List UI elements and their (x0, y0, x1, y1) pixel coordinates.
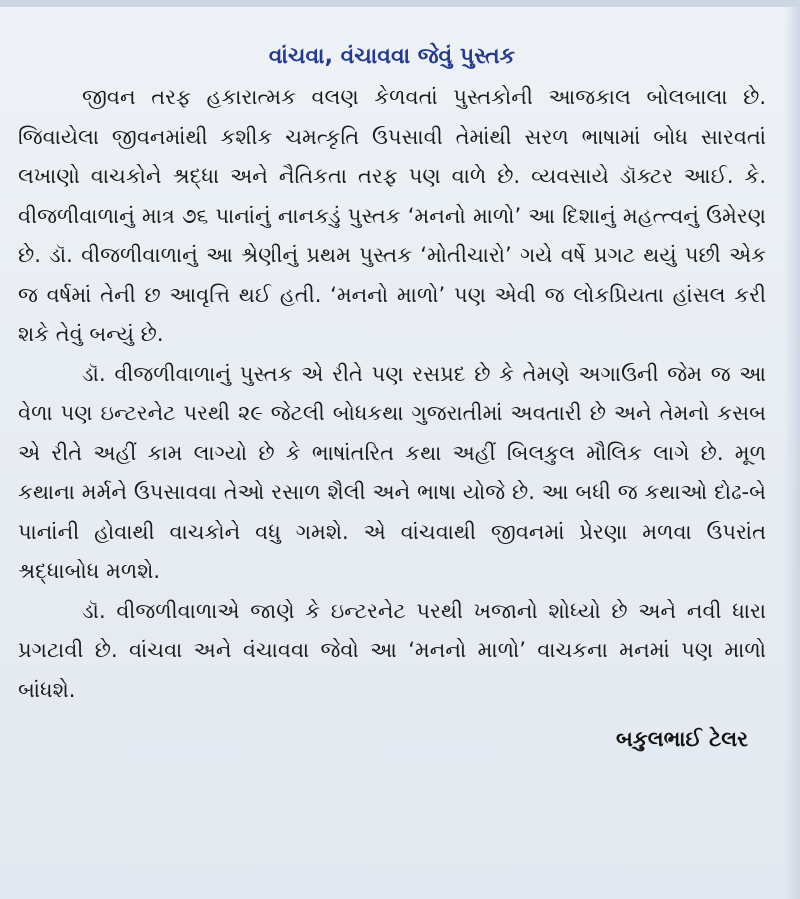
paragraph-1: જીવન તરફ હકારાત્મક વલણ કેળવતાં પુસ્તકોની આજકાલ બોલબાલા છે. જિવાયેલા જીવનમાંથી કશીક ચમત્કૃતિ ઉપસાવી તેમાંથી સરળ ભાષામાં બોધ સારવતાં લખાણો વાચકોને શ્રદ્ધા અને નૈતિકતા તરફ પણ વાળે છે. વ્યવસાયે ડૉક્ટર આઈ. કે. વીજળીવાળાનું માત્ર ૭૬ પાનાંનું નાનકડું પુસ્તક ‘મનનો માળો’ આ દિશાનું મહત્ત્વનું ઉમેરણ છે. ડૉ. વીજળીવાળાનું આ શ્રેણીનું પ્રથમ પુસ્તક ‘મોતીચારો’ ગયે વર્ષે પ્રગટ થયું પછી એક જ વર્ષમાં તેની છ આવૃત્તિ થઈ હતી. ‘મનનો માળો’ પણ એવી જ લોકપ્રિયતા હાંસલ કરી શકે તેવું બન્યું છે. (18, 85, 766, 346)
author-signature: બકુલભાઈ ટેલર (616, 727, 748, 751)
paragraph-3: ડૉ. વીજળીવાળાએ જાણે કે ઇન્ટરનેટ પરથી ખજાનો શોધ્યો છે અને નવી ધારા પ્રગટાવી છે. વાંચવા અને વંચાવવા જેવો આ ‘મનનો માળો’ વાચકના મનમાં પણ માળો બાંધશે. (18, 598, 766, 702)
paper-right-edge (784, 0, 800, 899)
article-title: વાંચવા, વંચાવવા જેવું પુસ્તક (268, 44, 516, 69)
article-body (18, 78, 766, 710)
paragraph-2: ડૉ. વીજળીવાળાનું પુસ્તક એ રીતે પણ રસપ્રદ છે કે તેમણે અગાઉની જેમ જ આ વેળા પણ ઇન્ટરનેટ પરથી ૨૯ જેટલી બોધકથા ગુજરાતીમાં અવતારી છે અને તેમનો કસબ એ રીતે અહીં કામ લાગ્યો છે કે ભાષાંતરિત કથા અહીં બિલકુલ મૌલિક લાગે છે. મૂળ કથાના મર્મને ઉપસાવવા તેઓ રસાળ શૈલી અને ભાષા યોજે છે. આ બધી જ કથાઓ દોઢ-બે પાનાંની હોવાથી વાચકોને વધુ ગમશે. એ વાંચવાથી જીવનમાં પ્રેરણા મળવા ઉપરાંત શ્રદ્ધાબોધ મળશે. (18, 361, 766, 583)
paper-top-edge (0, 0, 800, 7)
